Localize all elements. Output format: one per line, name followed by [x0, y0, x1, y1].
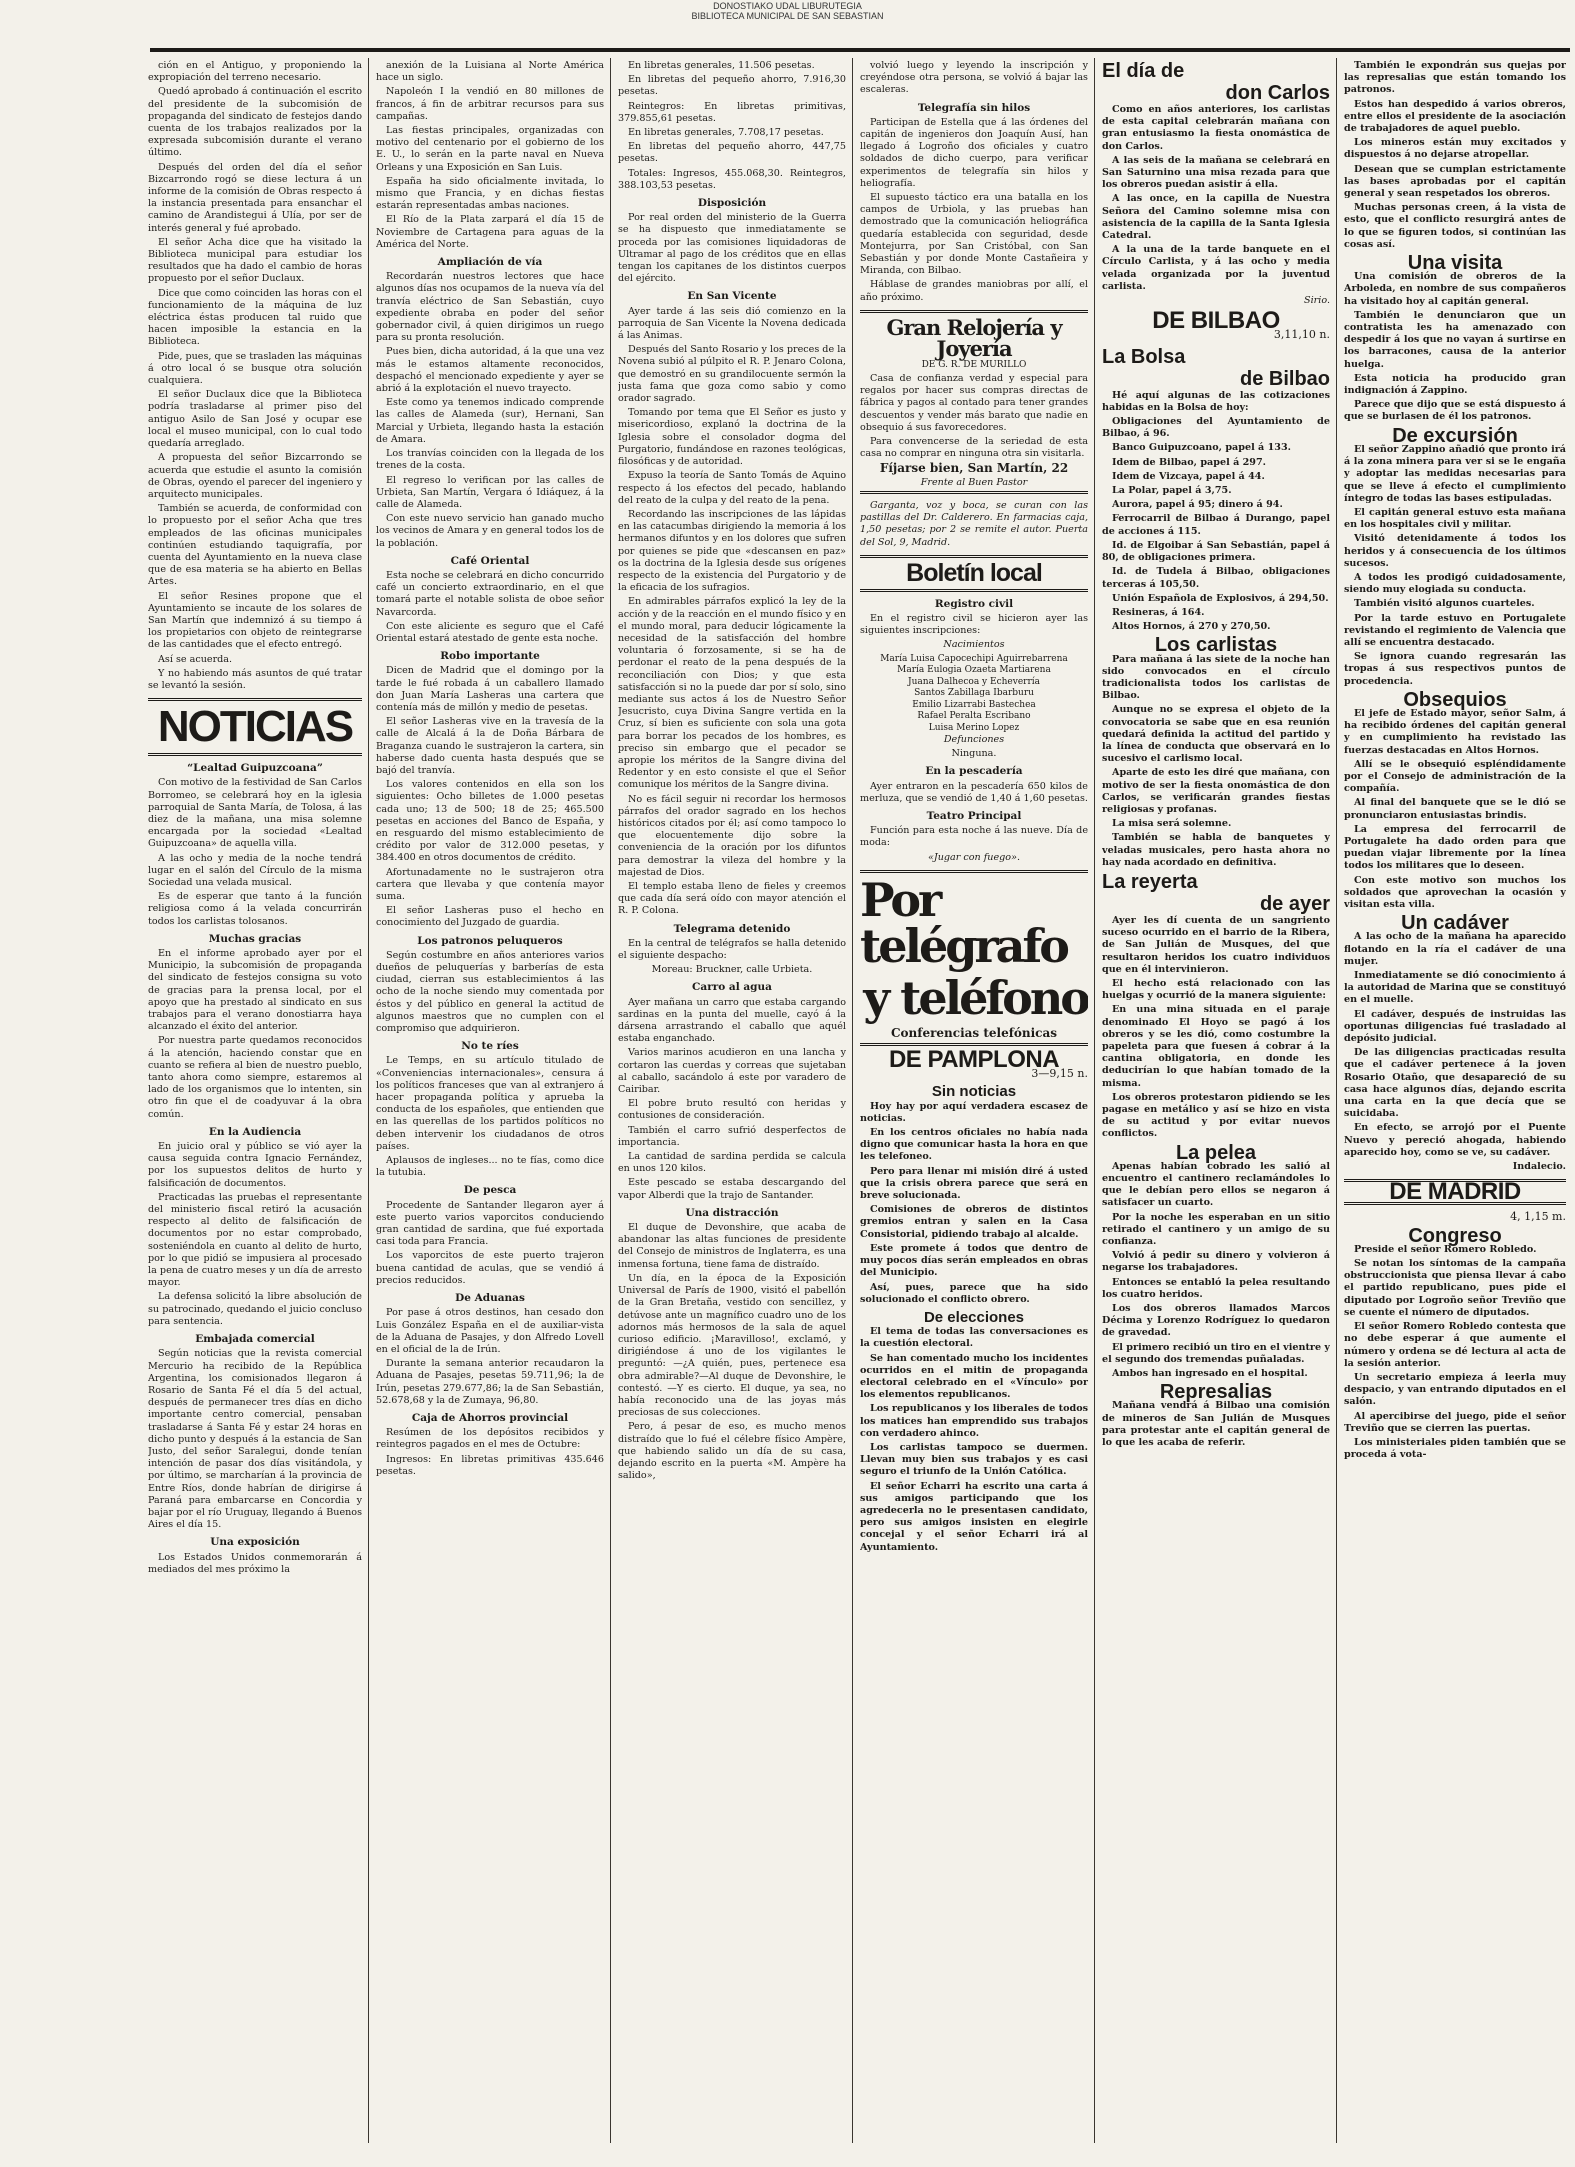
dispatch-time: 3,11,10 n. [1273, 328, 1330, 342]
section-heading: En la Audiencia [208, 1125, 302, 1138]
paragraph: Visitó detenidamente á todos los heridos y á consecuencia de los últimos sucesos. [1344, 533, 1566, 569]
subheading: Nacimientos [943, 639, 1005, 651]
paragraph: Este promete á todos que dentro de muy pocos días serán empleados en obras del Municipio. [860, 1242, 1088, 1279]
paragraph: Con este nuevo servicio han ganado mucho los vecinos de Amara y en general todos los de la población. [376, 513, 604, 549]
column-6 [1344, 60, 1566, 2140]
paragraph: Así se acuerda. [158, 653, 233, 665]
paragraph: Los vaporcitos de este puerto trajeron buena cantidad de aculas, que se vendió á precios reducidos. [376, 1250, 604, 1286]
paragraph: Ambos han ingresado en el hospital. [1112, 1368, 1308, 1380]
column-divider [852, 58, 853, 2143]
paragraph: Después del Santo Rosario y los preces de la Novena subió al púlpito el R. P. Jenaro Colona, que demostró en su grandilocuente sermón la justa fama que goza como sabio y como orador sagrado. [618, 344, 846, 405]
telegraph-heading-line1: Por telégrafo [860, 872, 1067, 973]
births-list [860, 654, 1088, 735]
section-heading: No te ríes [461, 1040, 519, 1053]
paragraph: Ninguna. [951, 748, 997, 760]
list-item: Luisa Merino Lopez [928, 722, 1020, 733]
column-1 [148, 60, 362, 2140]
paragraph: Apenas habían cobrado les salió al encuentro el cantinero reclamándoles lo que le debían pero ellos se negaron á satisfacer un cuarto. [1102, 1160, 1330, 1209]
section-heading: De pesca [463, 1184, 517, 1197]
paragraph: Idem de Bilbao, papel á 297. [1112, 456, 1266, 468]
paragraph: Con este motivo son muchos los soldados que aprovechan la ocasión y visitan esta villa. [1344, 874, 1566, 910]
paragraph: Después del orden del día el señor Bizcarrondo rogó se diese lectura á un informe de la comisión de Obras respecto á la instancia presentada para ensanchar el camino de Arandistegui á Ulía, por ser de interés general y fué aprobado. [148, 161, 362, 234]
section-heading: Los patronos peluqueros [417, 934, 563, 947]
paragraph: Aplausos de ingleses... no te fías, como dice la tutubia. [376, 1155, 604, 1179]
paragraph: ción en el Antiguo, y proponiendo la expropiación del terreno necesario. [148, 60, 362, 84]
paragraph: Los mineros están muy excitados y dispuestos á no dejarse atropellar. [1344, 137, 1566, 161]
ad-address-note: Frente al Buen Pastor [920, 476, 1028, 488]
news-heading: La pelea [1175, 1141, 1257, 1164]
paragraph: A las ocho y media de la noche tendrá lugar en el salón del Círculo de la misma Sociedad una velada musical. [148, 852, 362, 888]
paragraph: Al apercibirse del juego, pide el señor Treviño que se cierren las puertas. [1344, 1410, 1566, 1434]
paragraph: Id. de Tudela á Bilbao, obligaciones terceras á 105,50. [1102, 566, 1330, 590]
paragraph: Para convencerse de la seriedad de esta casa no comprar en ninguna otra sin visitarla. [860, 436, 1088, 460]
section-heading: Robo importante [440, 650, 540, 663]
paragraph: Pero para llenar mi misión diré á usted que la crisis obrera parece que será en breve solucionada. [860, 1165, 1088, 1202]
paragraph: anexión de la Luisiana al Norte América hace un siglo. [376, 60, 604, 84]
paragraph: Los valores contenidos en ella son los siguientes: Ocho billetes de 1.000 pesetas cada uno; 13 de 500; 18 de 25; 465.500 pesetas en acciones del Banco de España, y en resguardo del mismo establecimiento de crédito por valor de 312.000 pesetas, y 384.400 en otros documentos de crédito. [376, 779, 604, 864]
library-stamp-line2: BIBLIOTECA MUNICIPAL DE SAN SEBASTIAN [691, 11, 884, 21]
section-heading: En San Vicente [687, 290, 777, 303]
section-heading: Café Oriental [450, 554, 530, 567]
news-heading: La reyerta [1102, 870, 1198, 893]
news-heading: Una visita [1407, 252, 1503, 275]
news-heading: don Carlos [1225, 82, 1330, 104]
paragraph: «Jugar con fuego». [927, 851, 1020, 863]
section-heading: Muchas gracias [208, 932, 302, 945]
paragraph: Mañana vendrá á Bilbao una comisión de mineros de San Julián de Musques para protestar ante el capitán general de lo que les acaba de referir. [1102, 1400, 1330, 1449]
section-heading: Una exposición [210, 1536, 300, 1549]
paragraph: Durante la semana anterior recaudaron la Aduana de Pasajes, pesetas 59.711,96; la de Irún, pesetas 279.677,86; la de San Sebastián, 52.678,68 y la de Zumaya, 96,80. [376, 1358, 604, 1406]
paragraph: Este pescado se estaba descargando del vapor Alberdi que la trajo de Santander. [618, 1177, 846, 1201]
paragraph: También se acuerda, de conformidad con lo propuesto por el señor Acha que tres empleados de las oficinas municipales continúen estudiando taquigrafía, por cuenta del Ayuntamiento en la nueva clase que de esa materia se ha abierto en Bellas Artes. [148, 503, 362, 588]
column-divider [610, 58, 611, 2143]
section-heading: Una distracción [685, 1206, 779, 1219]
paragraph: Reintegros: En libretas primitivas, 379.855,61 pesetas. [618, 100, 846, 124]
news-heading: Obsequios [1403, 688, 1507, 711]
paragraph: El señor Duclaux dice que la Biblioteca podría trasladarse al primer piso del antiguo Asilo de San José y ocupar ese local el museo municipal, con lo cual todo quedaría arreglado. [148, 389, 362, 450]
paragraph: Resúmen de los depósitos recibidos y reintegros pagados en el mes de Octubre: [376, 1427, 604, 1451]
paragraph: El supuesto táctico era una batalla en los campos de Urbiola, y las pruebas han demostrado que la comunicación heliográfica quedaría establecida con seguridad, desde Montejurra, por San Cristóbal, con San Sebastián y por donde Monte Castañeira y Miranda, con Bilbao. [860, 192, 1088, 277]
paragraph: Casa de confianza verdad y especial para regalos por hacer sus compras directas de fábrica y pagos al contado para tener grandes descuentos y vender más barato que nadie en obsequio á sus favorecedores. [860, 373, 1088, 433]
paragraph: En efecto, se arrojó por el Puente Nuevo y pereció ahogada, habiendo aparecido hoy, como se ve, su cadáver. [1344, 1122, 1566, 1158]
paragraph: Participan de Estella que á las órdenes del capitán de ingenieros don Joaquín Ausí, han llegado á Logroño dos oficiales y cuatro soldados de dicho cuerpo, para verificar experimentos de telegrafía sin hilos y heliografía. [860, 116, 1088, 189]
paragraph: El primero recibió un tiro en el vientre y el segundo dos tremendas puñaladas. [1102, 1341, 1330, 1365]
paragraph: Afortunadamente no le sustrajeron otra cartera que llevaba y que contenía mayor suma. [376, 866, 604, 902]
paragraph: Al final del banquete que se le dió se pronunciaron entusiastas brindis. [1344, 797, 1566, 821]
dispatch-time: 4, 1,15 m. [1510, 1210, 1566, 1224]
paragraph: El regreso lo verifican por las calles de Urbieta, San Martín, Vergara ó Idiáquez, á la calle de Alameda. [376, 474, 604, 510]
news-heading: La Bolsa [1102, 345, 1186, 368]
boletin-heading: Boletín local [906, 558, 1042, 587]
ad-address: Fíjarse bien, San Martín, 22 [879, 461, 1069, 476]
paragraph: Ayer entraron en la pescadería 650 kilos de merluza, que se vendió de 1,40 á 1,60 pesetas. [860, 780, 1088, 804]
paragraph: Así, pues, parece que ha sido solucionado el conflicto obrero. [860, 1281, 1088, 1305]
library-stamp [0, 0, 1575, 21]
paragraph: Los ministeriales piden también que se proceda á vota- [1344, 1436, 1566, 1461]
paragraph: Resineras, á 164. [1112, 606, 1205, 618]
paragraph: Los obreros protestaron pidiendo se les pagase en metálico y así se hizo en vista de su actitud y por evitar nuevos conflictos. [1102, 1091, 1330, 1140]
madrid-banner [1344, 1179, 1566, 1205]
paragraph: España ha sido oficialmente invitada, lo mismo que Francia, y en dichas fiestas estarán representadas ambas naciones. [376, 175, 604, 212]
paragraph: Muchas personas creen, á la vista de esto, que el conflicto resurgirá antes de lo que se figuren todos, si continúan las cosas así. [1344, 202, 1566, 250]
paragraph: En el informe aprobado ayer por el Municipio, la subcomisión de propaganda del sindicato de festejos consigna su voto de gracias para la prensa local, por el apoyo que ha prestado al sindicato en sus trabajos para el verano donostiarra haya alcanzado el éxito del anterior. [148, 948, 362, 1033]
paragraph: Para mañana á las siete de la noche han sido convocados en el círculo tradicionalista todos los carlistas de Bilbao. [1102, 653, 1330, 702]
news-heading: Sin noticias [931, 1083, 1017, 1101]
paragraph: Por pase á otros destinos, han cesado don Luis González España en el de auxiliar-vista de la Aduana de Pasajes, y don Alfredo Lovell en el oficial de la de Irún. [376, 1307, 604, 1355]
column-5 [1102, 60, 1330, 2140]
paragraph: Según costumbre en años anteriores varios dueños de peluquerías y barberías de esta ciudad, cierran sus establecimientos á las ocho de la noche siendo muy comentada por éstos y del público en general la actitud de algunos maestros que no cumplen con el compromiso que adquirieron. [376, 949, 604, 1035]
paragraph: También le denunciaron que un contratista les ha amenazado con despedir á los que no vayan á surtirse en los barracones, causa de la anterior huelga. [1344, 309, 1566, 370]
paragraph: Obligaciones del Ayuntamiento de Bilbao, á 96. [1102, 416, 1330, 440]
paragraph: Volvió á pedir su dinero y volvieron á negarse los trabajadores. [1102, 1250, 1330, 1274]
paragraph: El señor Resines propone que el Ayuntamiento se incaute de los solares de San Martín que indemnizó á su tiempo á los propietarios con objeto de reintegrarse de las cantidades que el efecto entregó. [148, 590, 362, 651]
paragraph: Los dos obreros llamados Marcos Décima y Lorenzo Rodríguez lo quedaron de gravedad. [1102, 1303, 1330, 1339]
section-heading: Telegrama detenido [673, 922, 791, 935]
section-heading: De Aduanas [455, 1292, 525, 1305]
paragraph: Con motivo de la festividad de San Carlos Borromeo, se celebrará hoy en la iglesia parroquial de Santa María, de Tolosa, á las diez de la mañana, una misa solemne encargada por la sociedad «Lealtad Guipuzcoana» de aquella villa. [148, 777, 362, 850]
paragraph: Por nuestra parte quedamos reconocidos á la atención, haciendo constar que en cuanto se refiera al bien de nuestro pueblo, tanto ahora como siempre, estaremos al lado de los organismos que lo intenten, sin otro fin que el de coadyuvar á la obra común. [148, 1035, 362, 1120]
section-heading: En la pescadería [925, 765, 1023, 778]
column-3 [618, 60, 846, 2140]
paragraph: Idem de Vizcaya, papel á 44. [1112, 470, 1265, 482]
section-heading: Embajada comercial [195, 1333, 315, 1346]
list-item: Juana Dalhecoa y Echeverría [908, 676, 1040, 687]
paragraph: Se notan los síntomas de la campaña obstruccionista que piensa llevar á cabo el partido republicano, pues pide el diputado por Logroño señor Treviño que se cuente el número de diputados. [1344, 1258, 1566, 1318]
paragraph: Estos han despedido á varios obreros, entre ellos el presidente de la asociación de trabajadores de aquel pueblo. [1344, 98, 1566, 135]
column-4 [860, 60, 1088, 2140]
news-heading: Congreso [1408, 1224, 1502, 1247]
paragraph: Aurora, papel á 95; dinero á 94. [1112, 499, 1283, 511]
paragraph: En libretas generales, 7.708,17 pesetas. [628, 127, 824, 139]
paragraph: En libretas del pequeño ahorro, 447,75 pesetas. [618, 141, 846, 165]
city-heading: DE PAMPLONA [888, 1046, 1060, 1074]
paragraph: Se han comentado mucho los incidentes ocurridos en el mitin de propaganda electoral celebrado en el «Vínculo» por los elementos republicanos. [860, 1352, 1088, 1401]
paragraph: Se ignora cuando regresarán las tropas á sus respectivos puntos de procedencia. [1344, 651, 1566, 687]
paragraph: Las fiestas principales, organizadas con motivo del centenario por el gobierno de los E. U., lo serán en la parte naval en Nueva Orleans y una Exposición en San Luis. [376, 125, 604, 173]
paragraph: Función para esta noche á las nueve. Día de moda: [860, 825, 1088, 849]
section-heading: Disposición [697, 197, 767, 210]
paragraph: El jefe de Estado mayor, señor Salm, á ha recibido órdenes del capitán general y en cumplimiento ha revistado las fuerzas destacadas en Altos Hornos. [1344, 707, 1566, 756]
column-2 [376, 60, 604, 2140]
list-item: Emilio Lizarrabi Bastechea [912, 699, 1036, 710]
paragraph: A las ocho de la mañana ha aparecido flotando en la ría el cadáver de una mujer. [1344, 931, 1566, 967]
paragraph: Recordarán nuestros lectores que hace algunos días nos ocupamos de la nueva vía del tranvía eléctrico de San Sebastián, cuyo expediente obraba en poder del señor gobernador civil, á quien dirigimos un ruego para su pronta resolución. [376, 271, 604, 344]
paragraph: Y no habiendo más asuntos de qué tratar se levantó la sesión. [148, 667, 362, 691]
paragraph: Según noticias que la revista comercial Mercurio ha recibido de la República Argentina, los comisionados llegaron á Rosario de Santa Fé el día 5 del actual, después de permanecer tres días en dicho importante centro comercial, pensaban trasladarse á Santa Fé y estar 24 horas en dicho punto y después á la estancia de San Justo, del señor Saralegui, donde tenían intención de pasar dos días visitándola, y por último, se marcharían á la provincia de Entre Ríos, donde habrían de dirigirse á Paraná para embarcarse en Concordia y bajar por el río Uruguay, llegando á Buenos Aires el día 15. [148, 1348, 362, 1531]
news-heading: Represalias [1159, 1381, 1273, 1404]
column-divider [368, 58, 369, 2143]
paragraph: Banco Guipuzcoano, papel á 133. [1112, 442, 1291, 454]
list-item: María Luisa Capocechipi Aguirrebarrena [880, 653, 1068, 664]
paragraph: Hé aquí algunas de las cotizaciones habidas en la Bolsa de hoy: [1102, 389, 1330, 413]
paragraph: El tema de todas las conversaciones es la cuestión electoral. [860, 1326, 1088, 1350]
paragraph: De las diligencias practicadas resulta que el cadáver pertenece á la joven Rosario Otaño, que desapareció de su casa hace algunos días, dejando escrita una carta en la que decía que se suicidaba. [1344, 1047, 1566, 1120]
paragraph: No es fácil seguir ni recordar los hermosos párrafos del orador sagrado en los hechos históricos citados por él; así como tampoco lo que elocuentemente dijo sobre la conveniencia de la oración por los difuntos para demostrar la vileza del hombre y la majestad de Dios. [618, 793, 846, 878]
paragraph: El capitán general estuvo esta mañana en los hospitales civil y militar. [1344, 506, 1566, 531]
boletin-banner [860, 555, 1088, 592]
paragraph: Los republicanos y los liberales de todos los matices han emprendido sus trabajos con verdadero ahinco. [860, 1403, 1088, 1439]
paragraph: Unión Española de Explosivos, á 294,50. [1112, 592, 1329, 604]
paragraph: Ayer tarde á las seis dió comienzo en la parroquia de San Vicente la Novena dedicada á las Animas. [618, 305, 846, 342]
telegraph-heading-line2: y teléfono [863, 970, 1088, 1025]
paragraph: En la central de telégrafos se halla detenido el siguiente despacho: [618, 937, 846, 962]
column-divider [1094, 58, 1095, 2143]
paragraph: También el carro sufrió desperfectos de importancia. [618, 1124, 846, 1148]
paragraph: En el registro civil se hicieron ayer las siguientes inscripciones: [860, 612, 1088, 637]
paragraph: El señor Lasheras puso el hecho en conocimiento del Juzgado de guardia. [376, 905, 604, 929]
paragraph: Practicadas las pruebas el representante del ministerio fiscal retiró la acusación respecto al delito de falsificación de documentos por no estar comprobado, sosteniéndola en cuanto al delito de hurto, por lo que pidió se impusiera al procesado la pena de cuatro meses y un día de arresto mayor. [148, 1191, 362, 1289]
paragraph: El duque de Devonshire, que acaba de abandonar las altas funciones de presidente del Consejo de ministros de Inglaterra, es una inmensa fortuna, tiene fama de distraído. [618, 1222, 846, 1270]
paragraph: El Río de la Plata zarpará el día 15 de Noviembre de Cartagena para aguas de la América del Norte. [376, 214, 604, 250]
section-heading: Carro al agua [692, 981, 772, 994]
paragraph: El señor Romero Robledo contesta que no debe esperar á que aumente el número y ordena se dé lectura al acta de la sesión anterior. [1344, 1321, 1566, 1369]
column-divider [1336, 58, 1337, 2143]
paragraph: Los carlistas tampoco se duermen. Llevan muy bien sus trabajos y es casi seguro el triunfo de la Unión Católica. [860, 1441, 1088, 1478]
top-rule [150, 48, 1570, 52]
list-item: Santos Zabillaga Ibarburu [914, 688, 1034, 699]
paragraph: Aparte de esto les diré que mañana, con motivo de ser la fiesta onomástica de don Carlos, se verificarán grandes fiestas religiosas y profanas. [1102, 767, 1330, 815]
paragraph: Allí se le obsequió espléndidamente por el Consejo de administración de la compañía. [1344, 758, 1566, 795]
paragraph: Los Estados Unidos conmemorarán á mediados del mes próximo la [148, 1551, 362, 1575]
section-heading: Ampliación de vía [437, 256, 543, 269]
jewelry-ad [860, 310, 1088, 494]
paragraph: Moreau: Bruckner, calle Urbieta. [651, 964, 813, 976]
library-stamp-line1: DONOSTIAKO UDAL LIBURUTEGIA [713, 1, 862, 11]
news-heading: de Bilbao [1239, 367, 1330, 390]
paragraph: Napoleón I la vendió en 80 millones de francos, á fin de arbitrar recursos para sus campañas. [376, 86, 604, 122]
news-heading: Un cadáver [1401, 912, 1509, 935]
subheading: Defunciones [943, 734, 1005, 746]
paragraph: A las once, en la capilla de Nuestra Señora del Camino solemne misa con asistencia de la capilla de la Santa Iglesia Catedral. [1102, 193, 1330, 242]
paragraph: La cantidad de sardina perdida se calcula en unos 120 kilos. [618, 1151, 846, 1175]
paragraph: Pero, á pesar de eso, es mucho menos distraído que lo fué el célebre físico Ampère, que habiendo salido un día de su casa, dejando escrito en la puerta «M. Ampère ha salido», [618, 1421, 846, 1482]
paragraph: Esta noche se celebrará en dicho concurrido café un concierto extraordinario, en el que tomará parte el notable solista de oboe señor Navarcorda. [376, 569, 604, 618]
paragraph: En libretas generales, 11.506 pesetas. [628, 60, 815, 71]
ad-owner: DE G. R. DE MURILLO [921, 359, 1027, 370]
paragraph: Ayer mañana un carro que estaba cargando sardinas en la punta del muelle, cayó á la dársena arrastrando el caballo que aquél estaba enganchado. [618, 996, 846, 1045]
news-heading: De elecciones [923, 1308, 1025, 1326]
paragraph: Como en años anteriores, los carlistas de esta capital celebrarán mañana con gran entusiasmo la fiesta onomástica de don Carlos. [1102, 104, 1330, 152]
paragraph: Ingresos: En libretas primitivas 435.646 pesetas. [376, 1453, 604, 1477]
paragraph: El pobre bruto resultó con heridas y contusiones de consideración. [618, 1098, 846, 1122]
section-heading: Telegrafía sin hilos [917, 101, 1031, 114]
paragraph: Tomando por tema que El Señor es justo y misericordioso, explanó la doctrina de la Iglesia sobre el consolador dogma del Purgatorio, fundándose en razones teológicas, filosóficas y de autoridad. [618, 407, 846, 468]
paragraph: Altos Hornos, á 270 y 270,50. [1112, 621, 1271, 633]
section-heading: Teatro Principal [926, 810, 1022, 823]
paragraph: El cadáver, después de instruidas las oportunas diligencias fué trasladado al depósito judicial. [1344, 1008, 1566, 1045]
paragraph: Le Temps, en su artículo titulado de «Conveniencias internacionales», censura á los políticos franceses que van al extranjero á hacer propaganda política y aprueba la conducta de los españoles, que entienden que en las querellas de los partidos políticos no deben intervenir los ciudadanos de otros países. [376, 1055, 604, 1152]
paragraph: Ayer les dí cuenta de un sangriento suceso ocurrido en el barrio de la Ribera, de San Julián de Musques, del que resultaron heridos los cuatro individuos que en él intervinieron. [1102, 914, 1330, 975]
paragraph: El señor Acha dice que ha visitado la Biblioteca municipal para estudiar los resultados que ha dado el cambio de horas propuesto por el señor Duclaux. [148, 236, 362, 285]
paragraph: Parece que dijo que se está dispuesto á que se burlasen de él los patronos. [1344, 399, 1566, 423]
paragraph: También le expondrán sus quejas por las represalias que están tomando los patronos. [1344, 60, 1566, 96]
section-heading: “Lealtad Guipuzcoana” [187, 762, 323, 775]
paragraph: La misa será solemne. [1112, 818, 1232, 830]
paragraph: volvió luego y leyendo la inscripción y creyéndose otra persona, se volvió á bajar las escaleras. [860, 60, 1088, 96]
paragraph: En los centros oficiales no había nada digno que comunicar hasta la hora en que les telefoneo. [860, 1127, 1088, 1163]
paragraph: Totales: Ingresos, 455.068,30. Reintegros, 388.103,53 pesetas. [618, 167, 846, 191]
paragraph: A la una de la tarde banquete en el Círculo Carlista, y á las ocho y media velada organizada por la juventud carlista. [1102, 244, 1330, 292]
paragraph: Inmediatamente se dió conocimiento á la autoridad de Marina que se constituyó en el muelle. [1344, 970, 1566, 1006]
dispatch-time: 3—9,15 n. [1031, 1067, 1088, 1081]
noticias-heading: NOTICIAS [157, 702, 353, 752]
paragraph: El señor Lasheras vive en la travesía de la calle de Alcalá á la de Doña Bárbara de Braganza cuando le sustrajeron la cartera, sin haberse dado cuenta hasta después que se bajó del tranvía. [376, 716, 604, 776]
paragraph: Con este aliciente es seguro que el Café Oriental estará atestado de gente esta noche. [376, 620, 604, 644]
paragraph: Pide, pues, que se trasladen las máquinas á otro local ó se busque otra solución cualquiera. [148, 350, 362, 387]
paragraph: A todos les prodigó cuidadosamente, siendo muy elogiada su conducta. [1344, 571, 1566, 596]
news-heading: De excursión [1392, 424, 1518, 447]
paragraph: La defensa solicitó la libre absolución de su patrocinado, quedando el juicio concluso para sentencia. [148, 1291, 362, 1327]
paragraph: El señor Echarri ha escrito una carta á sus amigos participando que los agredecerla no le presentasen candidato, pero sus amigos insisten en elegirle concejal y el señor Echarri irá al Ayuntamiento. [860, 1480, 1088, 1553]
section-heading: Registro civil [934, 597, 1014, 610]
city-heading: DE BILBAO [1152, 307, 1280, 335]
paragraph: Un secretario empieza á leerla muy despacio, y van entrando diputados en el salón. [1344, 1371, 1566, 1408]
paragraph: Varios marinos acudieron en una lancha y cortaron las cuerdas y correas que sujetaban al caballo, sacándolo á este por varadero de Cairibar. [618, 1047, 846, 1096]
paragraph: Pues bien, dicha autoridad, á la que una vez más le estamos altamente reconocidos, despachó el mencionado expediente y ayer se abrió á la explotación el nuevo trayecto. [376, 346, 604, 395]
paragraph: Hoy hay por aquí verdadera escasez de noticias. [860, 1100, 1088, 1124]
paragraph: La empresa del ferrocarril de Portugalete ha dado orden para que puedan viajar libremente por la línea todos los militares que lo deseen. [1344, 823, 1566, 872]
paragraph: El templo estaba lleno de fieles y creemos que cada día será oído con mayor atención el R. P. Colona. [618, 881, 846, 917]
list-item: Rafael Peralta Escribano [917, 711, 1031, 722]
list-item: María Eulogia Ozaeta Martiarena [897, 665, 1051, 676]
city-heading: DE MADRID [1389, 1178, 1521, 1206]
paragraph: Quedó aprobado á continuación el escrito del presidente de la subcomisión de propaganda del sindicato de festejos dando cuenta de los trabajos realizados por la expresada subcomisión durante el verano último. [148, 86, 362, 159]
paragraph: Dicen de Madrid que el domingo por la tarde le fué robada á un caballero llamado don Juan María Lasheras una cartera que contenía más de millón y medio de pesetas. [376, 665, 604, 713]
telegraph-subheading: Conferencias telefónicas [891, 1025, 1057, 1040]
telegraph-banner [860, 870, 1088, 1046]
paragraph: Es de esperar que tanto á la función religiosa como á la velada concurrirán todos los carlistas tolosanos. [148, 891, 362, 927]
paragraph: Un día, en la época de la Exposición Universal de París de 1900, visitó el pabellón de la Gran Bretaña, vestido con sencillez, y detúvose ante un magnífico cuadro uno de los adornos más hermosos de la sala de aquel curioso edificio. ¡Maravilloso!, exclamó, y dirigiéndose á uno de los vigilantes le preguntó: —¿A quién, pues, pertenece esa obra admirable?—Al duque de Devonshire, le contestó. —Y es cierto. El duque, ya sea, no había reconocido una de las joyas más preciosas de sus colecciones. [618, 1272, 846, 1419]
paragraph: El hecho está relacionado con las huelgas y ocurrió de la manera siguiente: [1102, 977, 1330, 1002]
paragraph: Esta noticia ha producido gran indignación á Zappino. [1344, 372, 1566, 397]
signature: Sirio. [1304, 295, 1330, 307]
paragraph: Preside el señor Romero Robledo. [1354, 1243, 1537, 1255]
paragraph: Recordando las inscripciones de las lápidas en las catacumbas dirigiendo la memoria á los hermanos difuntos y en los dolores que sufren por quienes se pide que «descansen en paz» os la doctrina de la Iglesia desde sus orígenes respecto de la existencia del Purgatorio y de la eficacia de los sufragios. [618, 508, 846, 594]
paragraph: Ferrocarril de Bilbao á Durango, papel de acciones á 115. [1102, 513, 1330, 537]
paragraph: Por la noche les esperaban en un sitio retirado el cantinero y un amigo de su confianza. [1102, 1211, 1330, 1248]
paragraph: Aunque no se expresa el objeto de la convocatoria se sabe que en esa reunión quedará definida la actitud del partido y la línea de conducta que observará en lo sucesivo el carlismo local. [1102, 704, 1330, 765]
paragraph: Id. de Elgoibar á San Sebastián, papel á 80, de obligaciones primera. [1102, 539, 1330, 564]
paragraph: A propuesta del señor Bizcarrondo se acuerda que estudie el asunto la comisión de Obras, oyendo el parecer del ingeniero y arquitecto municipales. [148, 452, 362, 500]
signature: Indalecio. [1512, 1161, 1566, 1173]
paragraph: Por real orden del ministerio de la Guerra se ha dispuesto que inmediatamente se proceda por las comisiones liquidadoras de Ultramar al pago de los créditos que en ellas tengan los capitanes de los distintos cuerpos del ejército. [618, 212, 846, 285]
pastilles-ad: Garganta, voz y boca, se curan con las pastillas del Dr. Calderero. En farmacias caja, 1,50 pesetas; por 2 se remite el autor. Puerta del Sol, 9, Madrid. [860, 499, 1088, 548]
paragraph: Este como ya tenemos indicado comprende las calles de Alameda (sur), Hernani, San Marcial y Urbieta, llegando hasta la estación de Amara. [376, 397, 604, 445]
news-heading: El día de [1102, 60, 1185, 82]
paragraph: La Polar, papel á 3,75. [1112, 485, 1232, 497]
section-heading: Caja de Ahorros provincial [411, 1411, 569, 1424]
paragraph: Háblase de grandes maniobras por allí, el año próximo. [860, 279, 1088, 303]
paragraph: Desean que se cumplan estrictamente las bases aprobadas por el capitán general y sean respetados los obreros. [1344, 163, 1566, 200]
paragraph: En una mina situada en el paraje denominado El Hoyo se pagó á los obreros y se les dió, como costumbre la papeleta para que fuesen á cobrar á la cantina obligatoria, en donde les deducirían lo que habían tomado de la misma. [1102, 1004, 1330, 1089]
paragraph: Expuso la teoría de Santo Tomás de Aquino respecto á los efectos del pecado, hablando del reato de la culpa y del reato de la pena. [618, 470, 846, 506]
ad-title: Gran Relojería y Joyería [886, 314, 1062, 361]
news-heading: de ayer [1259, 892, 1330, 915]
noticias-banner [148, 698, 362, 756]
paragraph: También visitó algunos cuarteles. [1354, 598, 1535, 610]
paragraph: En libretas del pequeño ahorro, 7.916,30 pesetas. [618, 74, 846, 98]
paragraph: Los tranvías coinciden con la llegada de los trenes de la costa. [376, 448, 604, 472]
paragraph: También se habla de banquetes y veladas musicales, pero hasta ahora no hay nada acordado en definitiva. [1102, 832, 1330, 868]
paragraph: Procedente de Santander llegaron ayer á este puerto varios vaporcitos conduciendo gran cantidad de sardina, que fué exportada casi toda para Francia. [376, 1199, 604, 1248]
paragraph: Comisiones de obreros de distintos gremios entran y salen en la Casa Consistorial, pidiendo trabajo al alcalde. [860, 1204, 1088, 1240]
paragraph: Por la tarde estuvo en Portugalete revistando el regimiento de Valencia que allí se encuentra destacado. [1344, 612, 1566, 648]
paragraph: En juicio oral y público se vió ayer la causa seguida contra Ignacio Fernández, por los supuestos delitos de hurto y falsificación de documentos. [148, 1141, 362, 1189]
paragraph: Dice que como coinciden las horas con el funcionamiento de la máquina de luz eléctrica éstas producen tal ruido que hacen imposible la estancia en la Biblioteca. [148, 287, 362, 348]
paragraph: A las seis de la mañana se celebrará en San Saturnino una misa rezada para que los obreros puedan asistir á ella. [1102, 154, 1330, 191]
paragraph: El señor Zappino añadió que pronto irá á la zona minera para ver si se le engaña y adoptar las medidas necesarias para que se lleve á efecto el cumplimiento íntegro de todas las bases estipuladas. [1344, 443, 1566, 504]
paragraph: Una comisión de obreros de la Arboleda, en nombre de sus compañeros ha visitado hoy al capitán general. [1344, 271, 1566, 307]
paragraph: En admirables párrafos explicó la ley de la acción y de la reacción en el mundo físico y en el mundo moral, para deducir lógicamente la necesidad de la satisfacción del hombre voluntaria ó forzosamente, si se ha de perdonar el reato de la pena después de la reconciliación con Dios; y que esta satisfacción si no la puede dar por sí solo, sino mediante sus actos á los de Nuestro Señor Jesucristo, cuya Divina Sangre vertida en la Cruz, sí bien es suficiente con sola una gota para borrar los pecados de los hombres, es preciso sin embargo que el pecador se apropie los méritos de la Sangre divina del Redentor y en esto consiste el que el Señor comunique los méritos de la Sangre divina. [618, 596, 846, 791]
paragraph: Entonces se entabló la pelea resultando los cuatro heridos. [1102, 1276, 1330, 1300]
news-heading: Los carlistas [1154, 634, 1278, 657]
